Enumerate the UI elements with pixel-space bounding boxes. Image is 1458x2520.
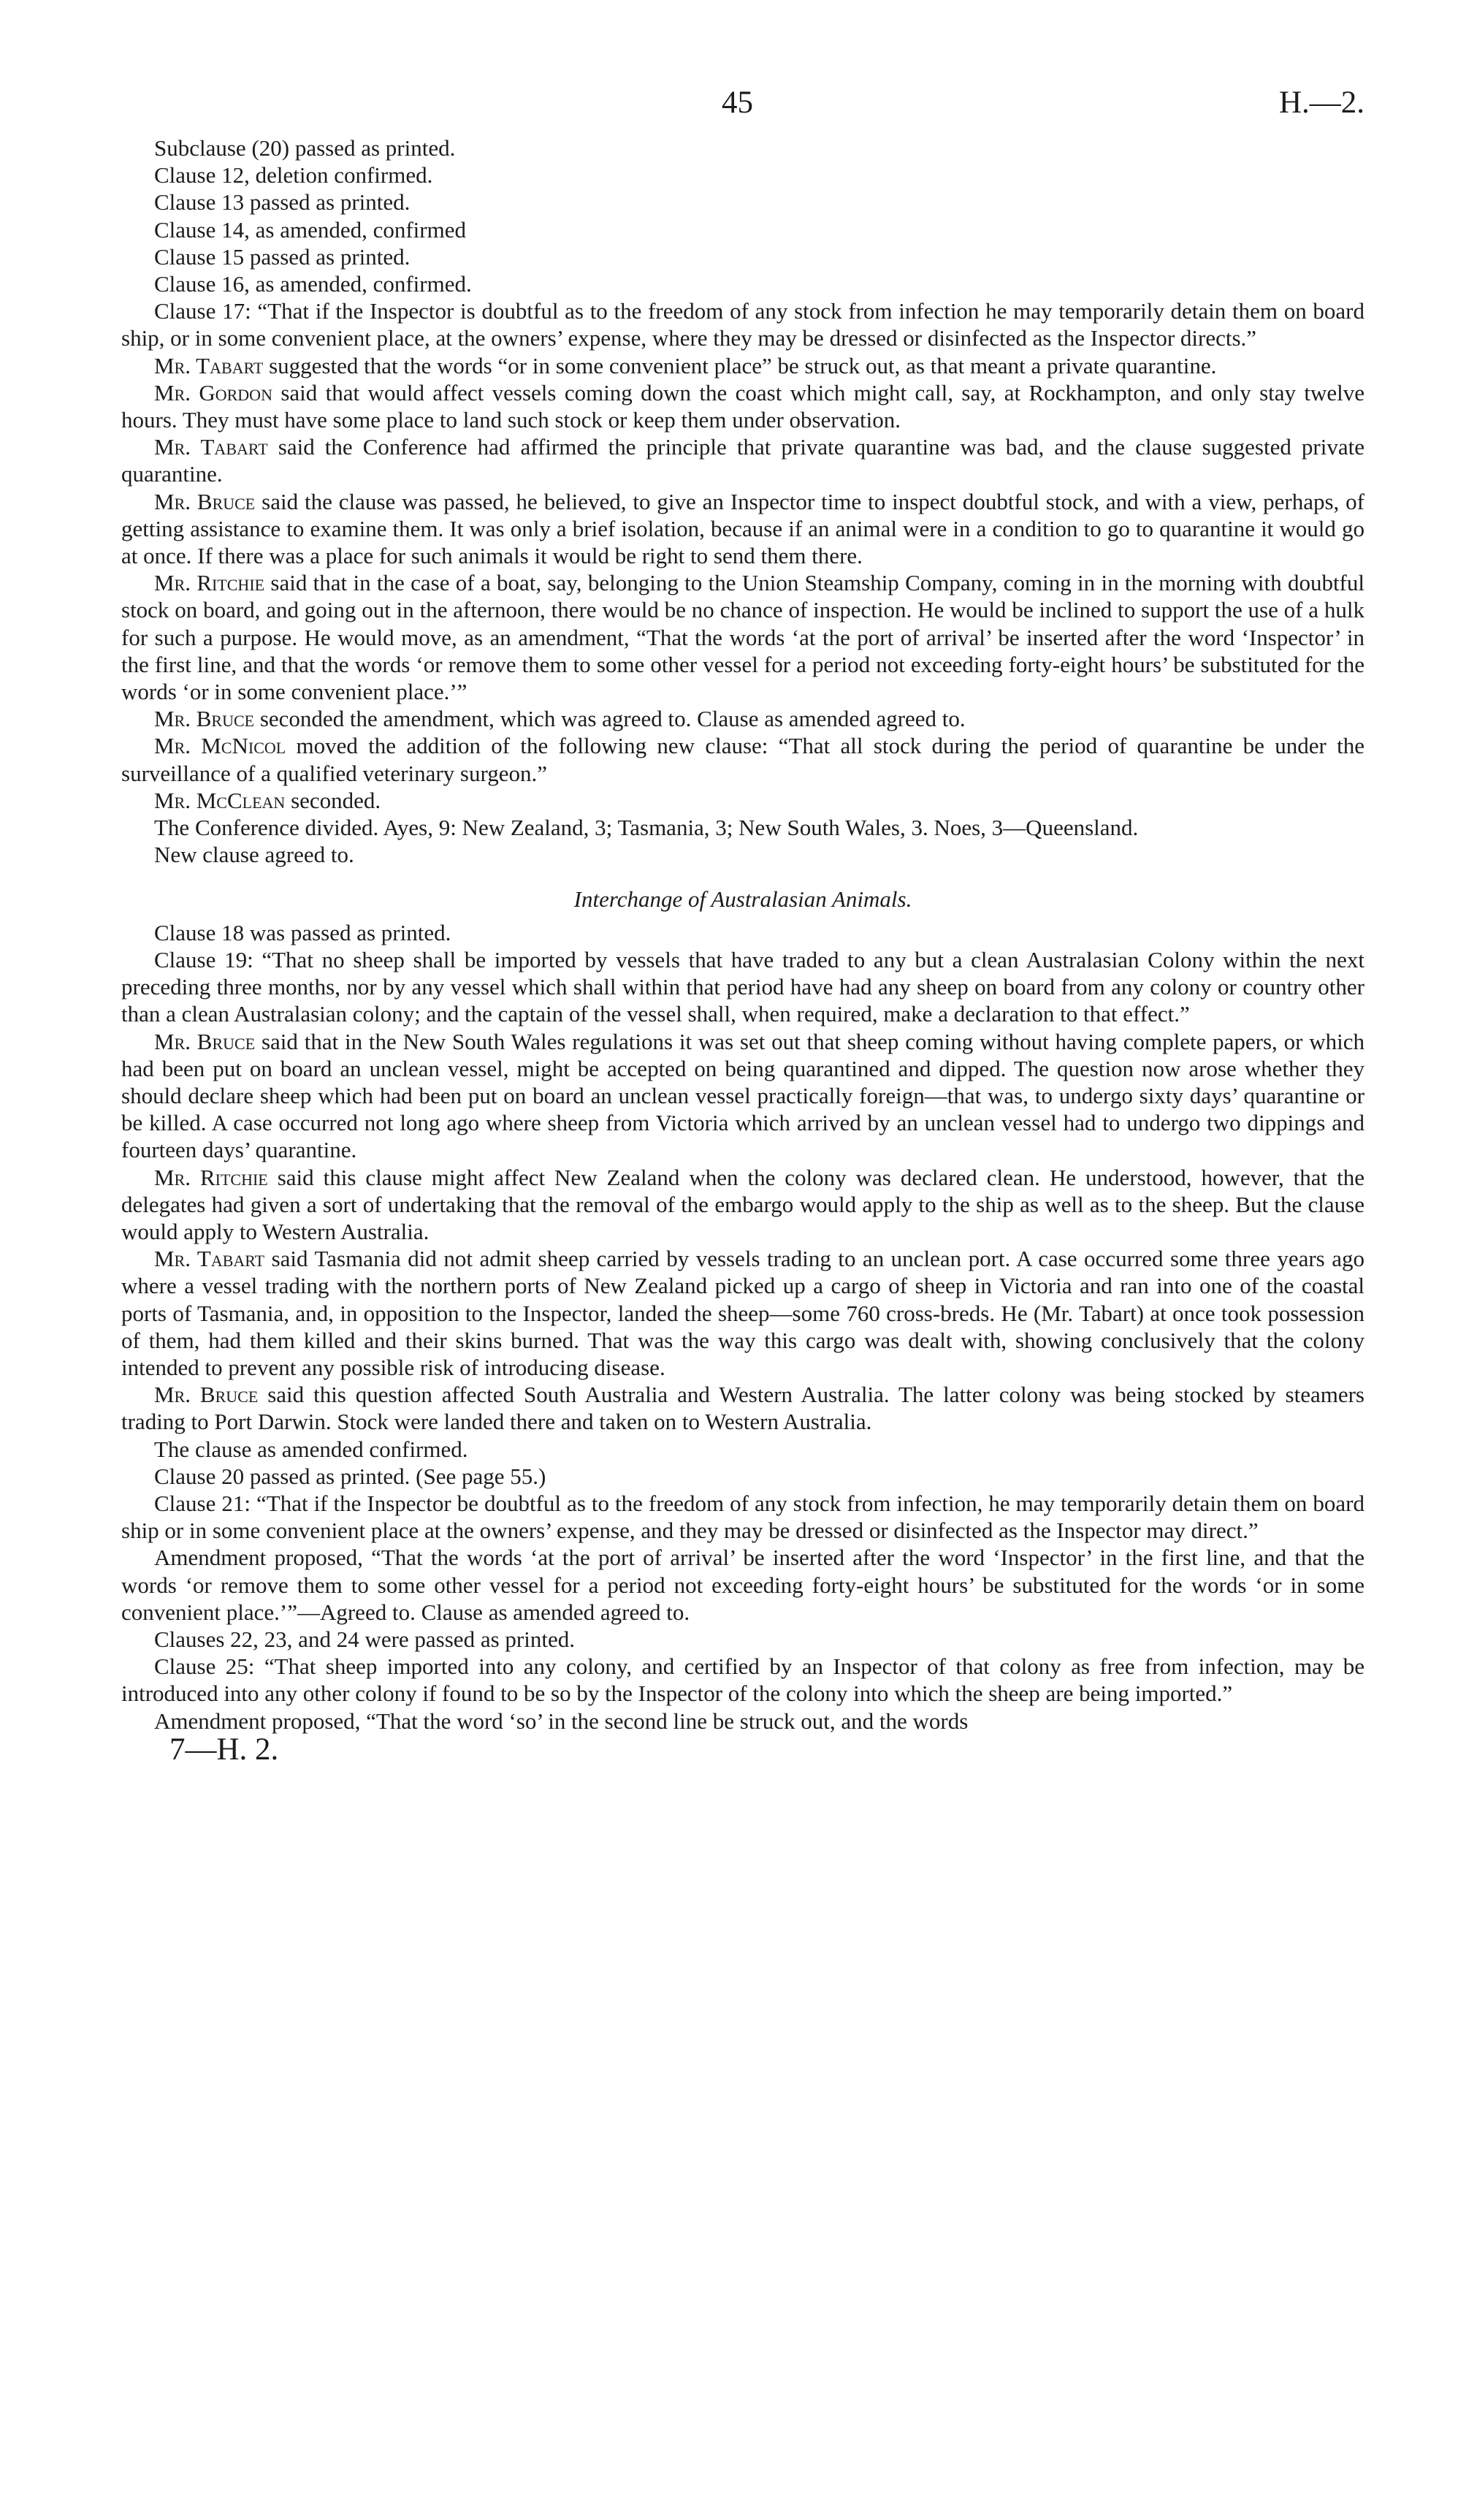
paragraph: The clause as amended confirmed. [154, 1436, 468, 1462]
paragraph-text: said that in the New South Wales regulations it was set out that sheep coming without having complete papers, or which had been put on board an unclean vessel, might be accepted on being quarantined and dipped. The question now arose whether they should declare sheep which had been put on board an unclean vessel practically foreign—that was, to undergo sixty days’ quarantine or be killed. A case occurred not long ago where sheep from Victoria which arrived by an unclean vessel had to undergo two dippings and fourteen days’ quarantine. [121, 1028, 1365, 1163]
speaker-name: Mr. McNicol [154, 733, 286, 759]
paragraph: Clause 21: “That if the Inspector be doubtful as to the freedom of any stock from infection, he may temporarily detain them on board ship or in some convenient place at the owners’ expense, and they may be dressed or disinfected as the Inspector may direct.” [121, 1490, 1365, 1544]
paragraph-text: suggested that the words “or in some convenient place” be struck out, as that meant a private quarantine. [263, 352, 1217, 378]
paragraph: Clause 12, deletion confirmed. [154, 162, 433, 189]
paragraph [121, 379, 1365, 433]
speaker-name: Mr. Tabart [154, 1246, 265, 1272]
paragraph-text: moved the addition of the following new clause: “That all stock during the period of quarantine be under the surveillance of a qualified veterinary surgeon.” [121, 733, 1365, 786]
paragraph [121, 1028, 1365, 1164]
paragraph [121, 352, 1365, 379]
paragraph [121, 787, 1365, 814]
paragraph: Clause 19: “That no sheep shall be imported by vessels that have traded to any but a clean Australasian Colony within the next preceding three months, nor by any vessel which shall within that period have had any sheep on board from any colony or country other than a clean Australasian colony; and the captain of the vessel shall, when required, make a declaration to that effect.” [121, 946, 1365, 1027]
body-text [121, 134, 1365, 1767]
paragraph [121, 1245, 1365, 1381]
section-heading: Interchange of Australasian Animals. [573, 886, 912, 913]
paragraph [121, 732, 1365, 786]
paragraph [121, 1164, 1365, 1246]
speaker-name: Mr. Bruce [154, 1028, 256, 1054]
paragraph-text: said this question affected South Australia and Western Australia. The latter colony was being stocked by steamers trading to Port Darwin. Stock were landed there and taken on to Western Australia. [121, 1382, 1365, 1435]
speaker-name: Mr. Tabart [154, 434, 268, 460]
speaker-name: Mr. Ritchie [154, 1164, 268, 1190]
paragraph: Clause 16, as amended, confirmed. [154, 271, 472, 297]
paragraph [121, 1381, 1365, 1435]
page-header [121, 76, 1365, 134]
paragraph: Amendment proposed, “That the word ‘so’ in the second line be struck out, and the words [154, 1708, 969, 1734]
paragraph [121, 705, 1365, 732]
paragraph: Clause 15 passed as printed. [154, 243, 411, 270]
paragraph-text: said Tasmania did not admit sheep carried by vessels trading to an unclean port. A case occurred some three years ago where a vessel trading with the northern ports of New Zealand picked up a cargo of sheep in Victoria and ran into one of the coastal ports of Tasmania, and, in opposition to the Inspector, landed the sheep—some 760 cross-breds. He (Mr. Tabart) at once took possession of them, had them killed and their skins burned. That was the way this cargo was dealt with, showing conclusively that the colony intended to prevent any possible risk of introducing disease. [121, 1246, 1365, 1380]
speaker-name: Mr. Tabart [154, 352, 264, 378]
paragraph [121, 569, 1365, 705]
paragraph-text: said the Conference had affirmed the principle that private quarantine was bad, and the clause suggested private quarantine. [121, 434, 1365, 487]
signature-mark: 7—H. 2. [169, 1732, 279, 1767]
paragraph: Amendment proposed, “That the words ‘at the port of arrival’ be inserted after the word ‘Inspector’ in the first line, and that the words ‘or remove them to some other vessel for a period not exceeding forty-eight hours’ be substituted for the words ‘or in some convenient place.’”—Agreed to. Clause as amended agreed to. [121, 1545, 1365, 1625]
paragraph-text: seconded the amendment, which was agreed to. Clause as amended agreed to. [254, 706, 966, 732]
page-number: 45 [722, 85, 753, 120]
paragraph: Clause 17: “That if the Inspector is doubtful as to the freedom of any stock from infection he may temporarily detain them on board ship, or in some convenient place, at the owners’ expense, where they may be dressed or disinfected as the Inspector directs.” [121, 298, 1365, 351]
speaker-name: Mr. Bruce [154, 1382, 259, 1408]
paragraph [121, 488, 1365, 570]
paragraph: Clause 13 passed as printed. [154, 189, 411, 216]
paragraph: Clause 25: “That sheep imported into any colony, and certified by an Inspector of that colony as free from infection, may be introduced into any other colony if found to be so by the Inspector of the colony into which the sheep are being imported.” [121, 1653, 1365, 1707]
paragraph-text: said that would affect vessels coming down the coast which might call, say, at Rockhampton, and only stay twelve hours. They must have some place to land such stock or keep them under observation. [121, 379, 1365, 433]
speaker-name: Mr. Gordon [154, 379, 272, 406]
speaker-name: Mr. Bruce [154, 706, 255, 732]
speaker-name: Mr. McClean [154, 787, 286, 813]
paragraph [121, 433, 1365, 487]
paragraph: The Conference divided. Ayes, 9: New Zealand, 3; Tasmania, 3; New South Wales, 3. Noes, 3—Queensland. [154, 815, 1139, 841]
paragraph: New clause agreed to. [154, 842, 354, 868]
paragraph-text: seconded. [285, 787, 381, 813]
paragraph: Clauses 22, 23, and 24 were passed as printed. [154, 1626, 575, 1652]
page-reference: H.—2. [1278, 85, 1365, 120]
speaker-name: Mr. Bruce [154, 488, 256, 514]
paragraph-text: said the clause was passed, he believed, to give an Inspector time to inspect doubtful stock, and with a view, perhaps, of getting assistance to examine them. It was only a brief isolation, because if an animal were in a condition to go to quarantine it would go at once. If there was a place for such animals it would be right to send them there. [121, 488, 1365, 569]
paragraph-text: said this clause might affect New Zealand when the colony was declared clean. He understood, however, that the delegates had given a sort of undertaking that the removal of the embargo would apply to the ship as well as to the sheep. But the clause would apply to Western Australia. [121, 1164, 1365, 1244]
paragraph-text: said that in the case of a boat, say, belonging to the Union Steamship Company, coming in in the morning with doubtful stock on board, and going out in the afternoon, there would be no chance of inspection. He would be inclined to support the use of a hulk for such a purpose. He would move, as an amendment, “That the words ‘at the port of arrival’ be inserted after the word ‘Inspector’ in the first line, and that the words ‘or remove them to some other vessel for a period not exceeding forty-eight hours’ be substituted for the words ‘or in some convenient place.’” [121, 570, 1365, 705]
speaker-name: Mr. Ritchie [154, 570, 265, 596]
paragraph: Clause 20 passed as printed. (See page 55.) [154, 1463, 546, 1489]
paragraph: Clause 18 was passed as printed. [154, 919, 451, 945]
paragraph: Clause 14, as amended, confirmed [154, 216, 466, 243]
paragraph: Subclause (20) passed as printed. [154, 135, 456, 161]
